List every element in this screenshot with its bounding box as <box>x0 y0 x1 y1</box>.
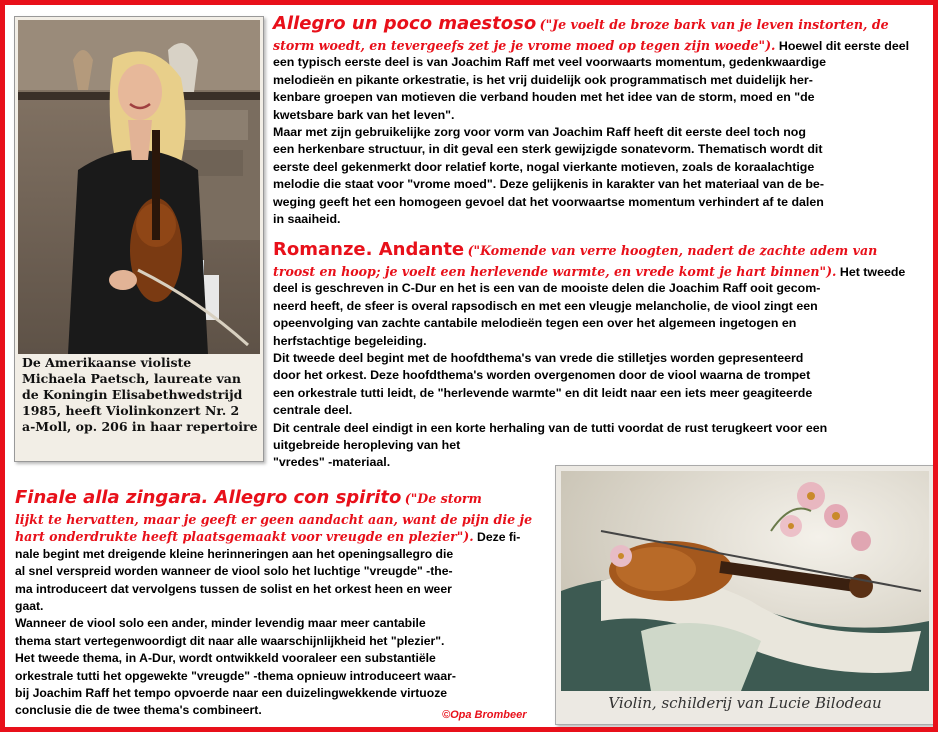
caption-line: 1985, heeft Violinkonzert Nr. 2 <box>22 403 240 418</box>
section-quote: ("De storm <box>404 491 482 506</box>
section-heading: Allegro un poco maestoso <box>273 13 537 34</box>
caption-line: De Amerikaanse violiste <box>22 355 192 370</box>
body-text: opeenvolging van zachte cantabile melodieën tegen een over het algemeen ingetogen en <box>273 316 797 331</box>
section-quote: troost en hoop; je voelt een herlevende warmte, en vrede komt je hart binnen"). <box>273 264 837 279</box>
body-text: bij Joachim Raff het tempo opvoerde naar een duizelingwekkende virtuoze <box>15 685 448 700</box>
body-text: weging geeft het een homogeen gevoel dat het voorwaartse momentum verhindert af te dalen <box>273 194 824 209</box>
body-text: centrale deel. <box>273 403 353 418</box>
section-heading: Romanze. Andante <box>273 239 465 260</box>
woman-with-violin-icon <box>18 20 260 354</box>
body-text: Dit tweede deel begint met de hoofdthema's van vrede die stilletjes worden gepresenteerd <box>273 350 804 365</box>
body-text: Hoewel dit eerste deel <box>778 39 910 53</box>
body-text: Deze fi- <box>477 530 521 545</box>
body-text: Het tweede <box>839 265 906 279</box>
copyright-text: ©Opa Brombeer <box>442 709 527 721</box>
body-text: door het orkest. Deze hoofdthema's worden overgenomen door de viool waarna de trompet <box>273 368 811 383</box>
body-text: Maar met zijn gebruikelijke zorg voor vorm van Joachim Raff heeft dit eerste deel toch nog <box>273 124 806 139</box>
body-text: een orkestrale tutti leidt, de "herlevende warmte" en dit leidt naar een iets meer geagiteerde <box>273 385 813 400</box>
body-text: gaat. <box>15 598 44 613</box>
body-text: herfstachtige begeleiding. <box>273 333 427 348</box>
section-quote: ("Komende van verre hoogten, nadert de zachte adem van <box>467 243 878 258</box>
caption-line: de Koningin Elisabethwedstrijd <box>22 387 243 402</box>
body-text: ma introduceert dat vervolgens tussen de solist en het orkest heen en weer <box>15 581 452 596</box>
body-text: "vredes" -materiaal. <box>273 455 391 470</box>
caption-line: Michaela Paetsch, laureate van <box>22 371 241 386</box>
body-text: een typisch eerste deel is van Joachim Raff met veel voorwaarts momentum, gedenkwaardige <box>273 55 826 70</box>
body-text: neerd heeft, de sfeer is overal rapsodisch en met een vleugje melancholie, de viool zingt een <box>273 298 818 313</box>
violinist-caption <box>22 355 258 435</box>
body-text: orkestrale tutti het opgewekte "vreugde" -thema opnieuw introduceert waar- <box>15 668 456 683</box>
painting-caption: Violin, schilderij van Lucie Bilodeau <box>608 694 882 712</box>
body-text: uitgebreide heropleving van het <box>273 437 461 452</box>
violinist-photo <box>14 16 264 462</box>
body-text: Wanneer de viool solo een ander, minder levendig maar meer cantabile <box>15 616 426 631</box>
caption-line: a-Moll, op. 206 in haar repertoire <box>22 419 258 434</box>
body-text: deel is geschreven in C-Dur en het is een van de mooiste delen die Joachim Raff ooit gecom- <box>273 281 821 296</box>
body-text: thema start vertegenwoordigt dit naar alle waarschijnlijkheid het "plezier". <box>15 633 445 648</box>
violin-painting-icon <box>561 471 929 691</box>
violin-painting <box>555 465 935 725</box>
section-quote: lijkt te hervatten, maar je geeft er geen aandacht aan, want de pijn die je <box>15 512 533 527</box>
body-text: melodie die staat voor "vrome moed". Deze gelijkenis in karakter van het materiaal van de be- <box>273 177 824 192</box>
body-text: Het tweede thema, in A-Dur, wordt ontwikkeld vooraleer een substantiële <box>15 651 436 666</box>
section-quote: hart onderdrukte heeft plaatsgemaakt voor vreugde en plezier"). <box>15 529 474 545</box>
body-text: kenbare groepen van motieven die verband houden met het idee van de storm, moed en "de <box>273 90 815 105</box>
section-romanze <box>273 241 905 472</box>
body-text: Dit centrale deel eindigt in een korte herhaling van de tutti voordat de rust terugkeert voor een <box>273 420 828 435</box>
body-text: een herkenbare structuur, in dit geval een sterk gewijzigde sonatevorm. Thematisch wordt dit <box>273 142 823 157</box>
section-quote: ("Je voelt de broze bark van je leven instorten, de <box>539 17 889 32</box>
body-text: conclusie die de twee thema's combineert. <box>15 703 262 718</box>
section-quote: storm woedt, en tevergeefs zet je je vrome moed op tegen zijn woede"). <box>273 38 776 53</box>
body-text: eerste deel gekenmerkt door relatief korte, nogal vierkante motieven, zoals de koraalachtige <box>273 159 815 174</box>
body-text: in saaiheid. <box>273 211 341 226</box>
body-text: al snel verspreid worden wanneer de viool solo het luchtige "vreugde" -the- <box>15 564 453 579</box>
section-heading: Finale alla zingara. Allegro con spirito <box>15 487 402 508</box>
body-text: melodieën en pikante orkestratie, is het vrij duidelijk ook programmatisch met duidelijk her- <box>273 72 813 87</box>
body-text: nale begint met dreigende kleine herinneringen aan het openingsallegro die <box>15 546 454 561</box>
section-finale <box>15 489 532 720</box>
section-allegro <box>273 15 909 228</box>
body-text: kwetsbare bark van het leven". <box>273 107 455 122</box>
